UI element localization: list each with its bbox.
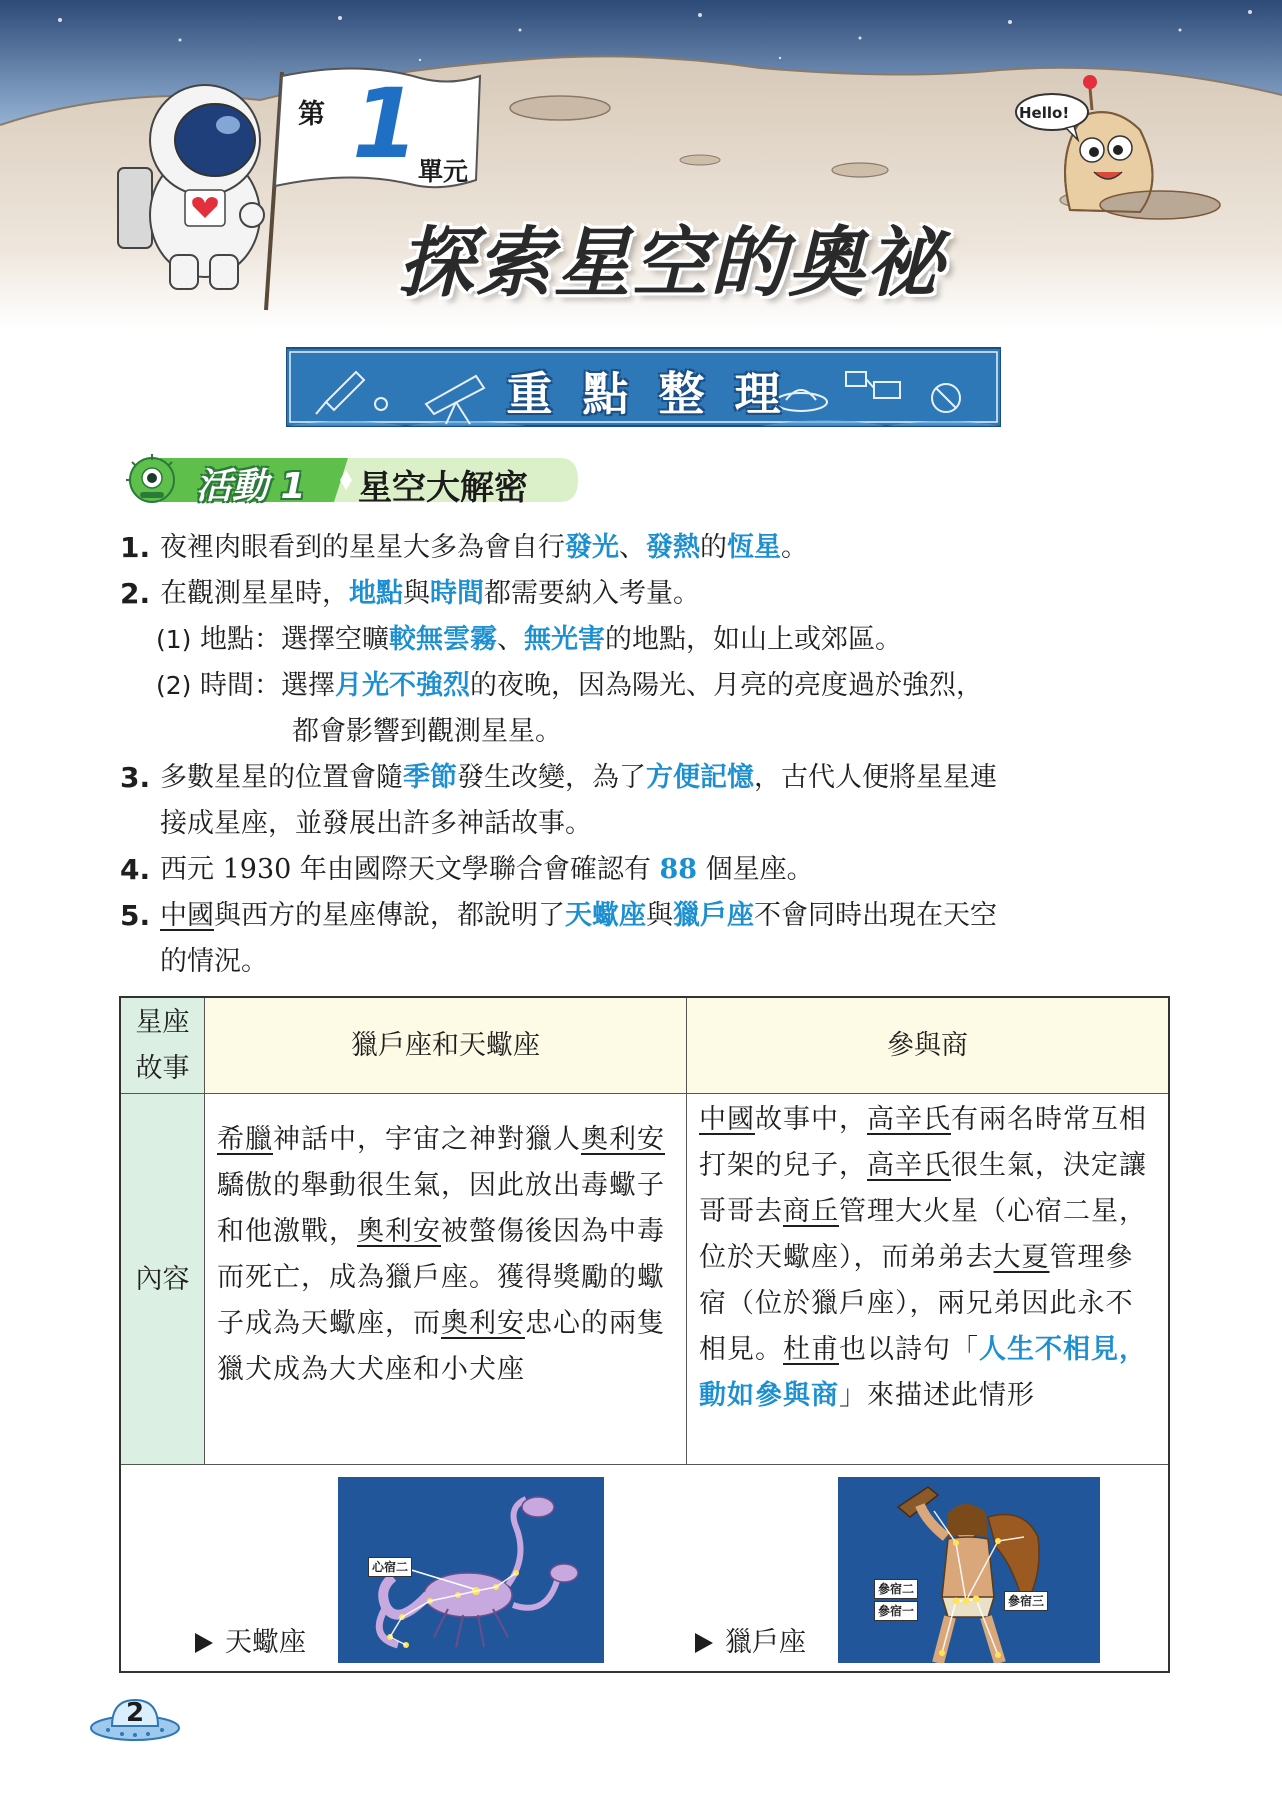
body-text: 神話中，宇宙之神對獵人 — [273, 1124, 581, 1155]
highlight-term: 地點 — [349, 578, 403, 609]
item-text: 個星座。 — [697, 854, 814, 885]
body-text: 管理參宿（位於獵戶座），兩兄弟因此永不相見。 — [699, 1242, 1134, 1365]
highlight-term: 月光不強烈 — [335, 670, 470, 701]
unit-prefix: 第 — [298, 99, 325, 130]
item-text: 接成星座，並發展出許多神話故事。 — [160, 808, 592, 839]
highlight-term: 發熱 — [646, 532, 700, 563]
item-number: 2. — [120, 577, 151, 610]
highlight-term: 天蠍座 — [565, 900, 646, 931]
sub-item-number: (2) — [156, 671, 192, 700]
orion-belt-tag-1: 參宿一 — [874, 1601, 918, 1621]
list-item-continued — [120, 939, 1180, 985]
highlight-term: 88 — [659, 854, 698, 885]
header-label-line: 星座 — [135, 1007, 190, 1038]
item-text: 不會同時出現在天空 — [754, 900, 997, 931]
item-text: 地點：選擇空曠 — [200, 624, 389, 655]
table-row-label: 內容 — [121, 1094, 205, 1465]
item-text-continued: 都會影響到觀測星星。 — [292, 716, 562, 747]
item-text: 、 — [497, 624, 524, 655]
item-text: 與 — [403, 578, 430, 609]
body-text: 故事中， — [755, 1104, 867, 1135]
triangle-marker-icon — [695, 1633, 713, 1653]
item-number: 4. — [120, 853, 151, 886]
item-text: 。 — [781, 532, 808, 563]
body-text: 很生氣，決定讓哥哥去 — [699, 1150, 1147, 1227]
proper-noun: 奧利安 — [357, 1216, 441, 1247]
proper-noun: 商丘 — [783, 1196, 839, 1227]
header-label-line: 故事 — [135, 1053, 190, 1084]
highlight-term: 季節 — [403, 762, 457, 793]
page-number — [90, 1694, 180, 1744]
body-text: 」來描述此情形 — [839, 1380, 1035, 1411]
orion-caption — [695, 1620, 806, 1666]
sub-item — [120, 617, 1180, 663]
highlight-term: 方便記憶 — [646, 762, 754, 793]
key-points-banner — [286, 342, 1001, 432]
greek-myth-text — [205, 1094, 687, 1465]
proper-noun: 希臘 — [217, 1124, 273, 1155]
sub-item-number: (1) — [156, 625, 192, 654]
list-item — [120, 847, 1180, 893]
body-text: 驕傲的舉動很生氣，因此放出毒蠍子和他激戰， — [217, 1170, 665, 1247]
activity-heading — [120, 452, 580, 508]
sub-item — [120, 663, 1180, 709]
antares-tag: 心宿二 — [368, 1557, 412, 1577]
item-number: 5. — [120, 899, 151, 932]
caption-text: 獵戶座 — [725, 1627, 806, 1658]
body-text: 忠心的兩隻獵犬成為大犬座和小犬座 — [217, 1308, 665, 1385]
banner-title: 重點整理 — [506, 367, 811, 421]
proper-noun: 高辛氏 — [867, 1104, 951, 1135]
highlight-term: 無光害 — [524, 624, 605, 655]
orion-belt-tag-2: 參宿二 — [874, 1579, 918, 1599]
table-header-label — [121, 998, 205, 1094]
proper-noun: 中國 — [160, 900, 214, 931]
item-text: 時間：選擇 — [200, 670, 335, 701]
body-text: 有兩名時常互相打架的兒子， — [699, 1104, 1147, 1181]
constellation-story-table — [119, 996, 1170, 1673]
item-text: 、 — [619, 532, 646, 563]
body-text: 被螫傷後因為中毒而死亡，成為獵戶座。獲得獎勵的蠍子成為天蠍座，而 — [217, 1216, 665, 1339]
body-text: 管理大火星（心宿二星，位於天蠍座），而弟弟去 — [699, 1196, 1147, 1273]
page-number-text: 2 — [125, 1698, 145, 1728]
proper-noun: 奧利安 — [441, 1308, 525, 1339]
hunter-constellation-illustration — [838, 1477, 1100, 1663]
item-text: 的 — [700, 532, 727, 563]
unit-number: 1 — [352, 68, 419, 180]
highlight-term: 發光 — [565, 532, 619, 563]
unit-suffix: 單元 — [418, 157, 469, 186]
orion-image — [838, 1477, 1100, 1663]
proper-noun: 高辛氏 — [867, 1150, 951, 1181]
item-text: 在觀測星星時， — [160, 578, 349, 609]
constellation-images-row — [121, 1465, 1168, 1671]
list-item — [120, 755, 1180, 801]
item-text: ，古代人便將星星連 — [754, 762, 997, 793]
body-text: 也以詩句「 — [839, 1334, 979, 1365]
activity-label: 活動 1 — [196, 466, 306, 507]
page-title: 探索星空的奧祕 — [398, 218, 944, 307]
proper-noun: 大夏 — [993, 1242, 1050, 1273]
item-text: 與 — [646, 900, 673, 931]
scorpius-image — [338, 1477, 604, 1663]
key-points-list — [120, 525, 1180, 985]
proper-noun: 杜甫 — [783, 1334, 839, 1365]
proper-noun: 中國 — [699, 1104, 755, 1135]
item-number: 1. — [120, 531, 151, 564]
item-text: 多數星星的位置會隨 — [160, 762, 403, 793]
list-item — [120, 571, 1180, 617]
scorpius-caption — [195, 1620, 306, 1666]
table-header-orion-scorpius: 獵戶座和天蠍座 — [205, 998, 687, 1094]
table-header-shen-shang: 參與商 — [687, 998, 1168, 1094]
item-text: 的夜晚，因為陽光、月亮的亮度過於強烈， — [470, 670, 983, 701]
item-text: 的地點，如山上或郊區。 — [605, 624, 902, 655]
item-text: 夜裡肉眼看到的星星大多為會自行 — [160, 532, 565, 563]
triangle-marker-icon — [195, 1633, 213, 1653]
activity-title: 星空大解密 — [358, 468, 528, 508]
alien-speech-bubble: Hello! — [1019, 104, 1070, 122]
unit-header — [0, 0, 1282, 330]
chinese-story-text — [687, 1094, 1168, 1465]
list-item — [120, 893, 1180, 939]
item-text: 都需要納入考量。 — [484, 578, 700, 609]
item-text: 的情況。 — [160, 946, 268, 977]
orion-belt-tag-3: 參宿三 — [1004, 1591, 1048, 1611]
highlight-term: 人生不相見，動如參與商 — [699, 1334, 1147, 1411]
item-text: 與西方的星座傳說，都說明了 — [214, 900, 565, 931]
highlight-term: 時間 — [430, 578, 484, 609]
caption-text: 天蠍座 — [225, 1627, 306, 1658]
highlight-term: 較無雲霧 — [389, 624, 497, 655]
item-text: 發生改變，為了 — [457, 762, 646, 793]
list-item — [120, 525, 1180, 571]
list-item-continued — [120, 801, 1180, 847]
highlight-term: 恆星 — [727, 532, 781, 563]
proper-noun: 奧利安 — [581, 1124, 665, 1155]
item-number: 3. — [120, 761, 151, 794]
item-text: 西元 1930 年由國際天文學聯合會確認有 — [160, 854, 660, 885]
highlight-term: 獵戶座 — [673, 900, 754, 931]
